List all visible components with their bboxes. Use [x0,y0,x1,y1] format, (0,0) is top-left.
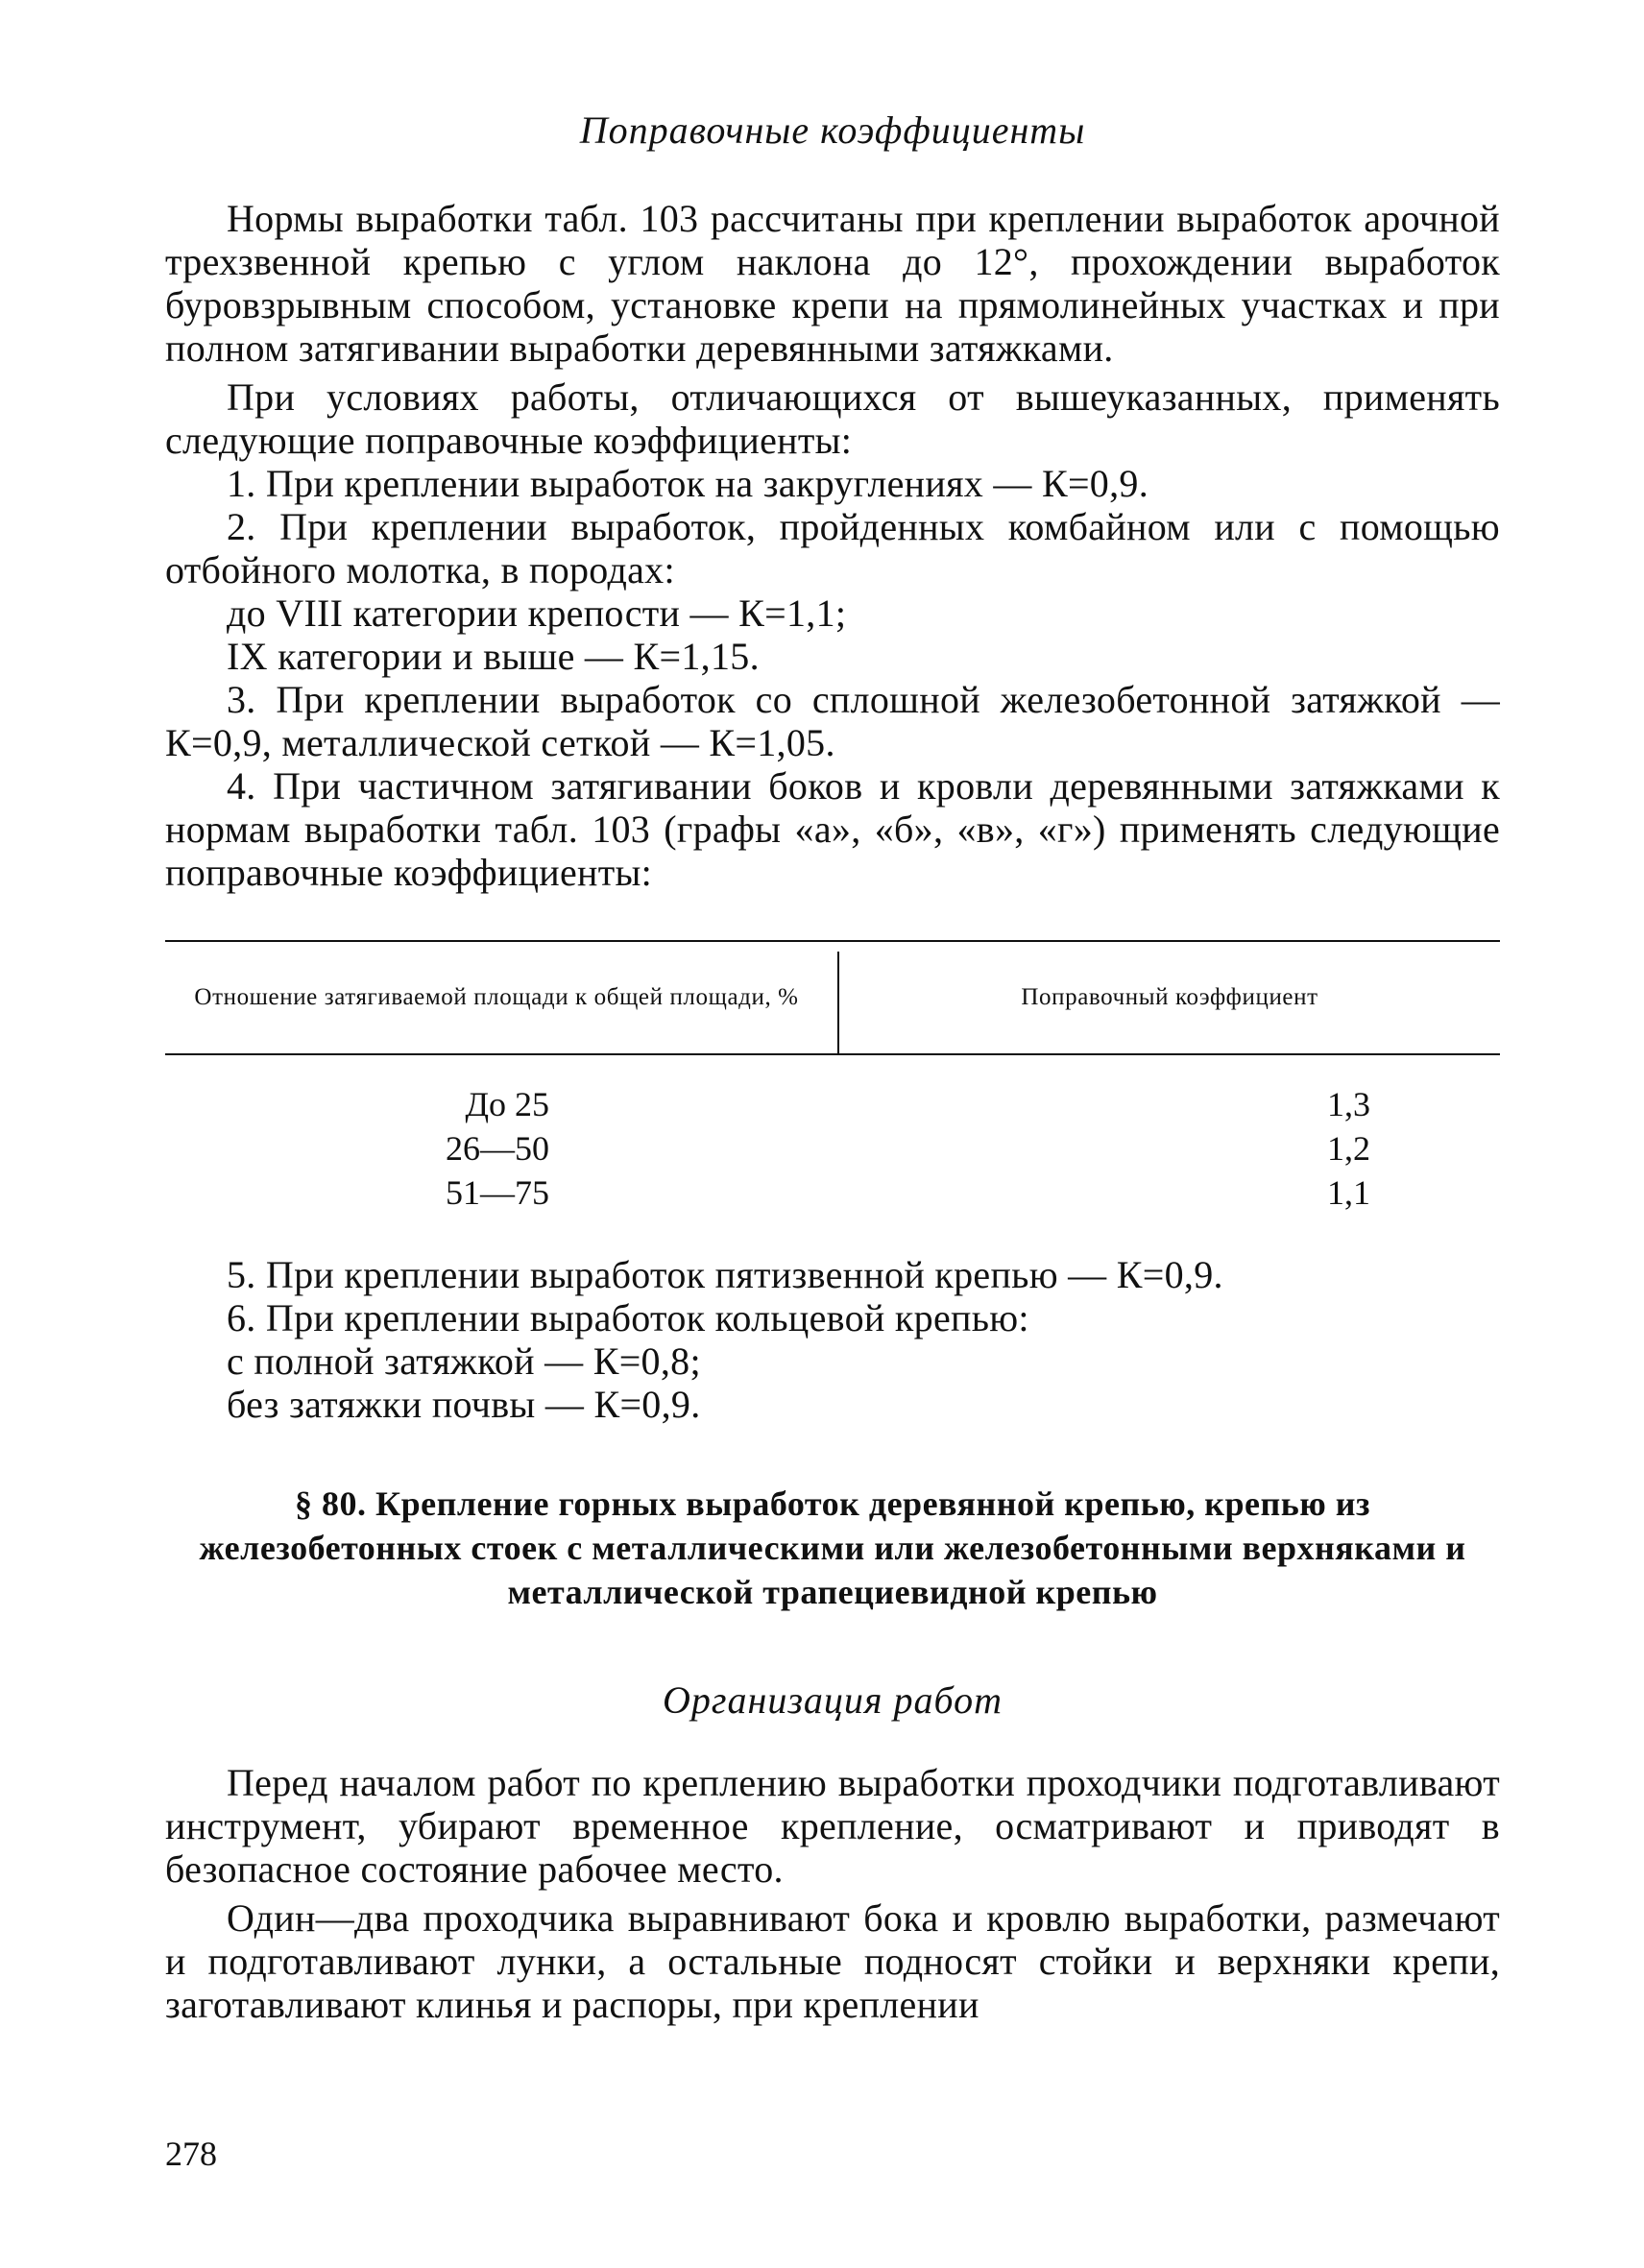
table-cell-coef: 1,3 [1327,1085,1370,1123]
paragraph-workers: Один—два проходчика выравнивают бока и кровлю выработки, размечают и подготавливают лунки, а остальные подносят стойки и верхняки крепи, заготавливают клинья и распоры, при креплении [165,1896,1500,2026]
paragraph-norms: Нормы выработки табл. 103 рассчитаны при креплении выработок арочной трехзвенной крепью с углом наклона до 12°, прохождении выработок буровзрывным способом, установке крепи на прямолинейных участках и при полном затягивании выработки деревянными затяжками. [165,197,1500,370]
paragraph-item-2a: до VIII категории крепости — К=1,1; [227,591,847,635]
section-title: § 80. Крепление горных выработок деревянной крепью, крепью из железобетонных стоек с металлическими или железобетонными верхняками и металлической трапециевидной крепью [199,1484,1466,1611]
table-cell-ratio: До 25 [465,1085,549,1123]
coefficient-table-header [165,940,1500,1055]
paragraph-item-6a: с полной затяжкой — К=0,8; [227,1339,701,1383]
paragraph-item-1: 1. При креплении выработок на закруглениях — К=0,9. [227,462,1149,505]
paragraph-item-5: 5. При креплении выработок пятизвенной крепью — К=0,9. [227,1253,1223,1296]
page-content [165,108,1500,2026]
paragraph-item-3: 3. При креплении выработок со сплошной железобетонной затяжкой — К=0,9, металлической сеткой — К=1,05. [165,678,1500,764]
paragraph-item-4: 4. При частичном затягивании боков и кровли деревянными затяжками к нормам выработки табл. 103 (графы «а», «б», «в», «г») применять следующие поправочные коэффициенты: [165,764,1500,894]
table-header-coefficient: Поправочный коэффициент [1021,984,1318,1010]
paragraph-item-6: 6. При креплении выработок кольцевой крепью: [227,1296,1029,1339]
paragraph-item-6b: без затяжки почвы — К=0,9. [227,1383,701,1426]
table-row [165,1126,1500,1170]
coefficient-table-body [165,1082,1500,1215]
paragraph-item-2b: IX категории и выше — К=1,15. [227,635,760,678]
table-header-ratio: Отношение затягиваемой площади к общей площади, % [194,984,799,1010]
paragraph-preparation: Перед началом работ по креплению выработки проходчики подготавливают инструмент, убирают временное крепление, осматривают и приводят в безопасное состояние рабочее место. [165,1761,1500,1891]
page-number: 278 [165,2135,217,2173]
table-cell-ratio: 26—50 [446,1129,549,1168]
heading-work-organization: Организация работ [662,1678,1003,1722]
paragraph-item-2: 2. При креплении выработок, пройденных комбайном или с помощью отбойного молотка, в породах: [165,505,1500,591]
post-table-block [165,1253,1500,1426]
paragraph-conditions: При условиях работы, отличающихся от вышеуказанных, применять следующие поправочные коэффициенты: [165,375,1500,462]
table-row [165,1170,1500,1215]
table-cell-ratio: 51—75 [446,1173,549,1212]
heading-correction-coefficients: Поправочные коэффициенты [579,109,1086,152]
table-cell-coef: 1,1 [1327,1173,1370,1212]
table-cell-coef: 1,2 [1327,1129,1370,1168]
table-row [165,1082,1500,1126]
